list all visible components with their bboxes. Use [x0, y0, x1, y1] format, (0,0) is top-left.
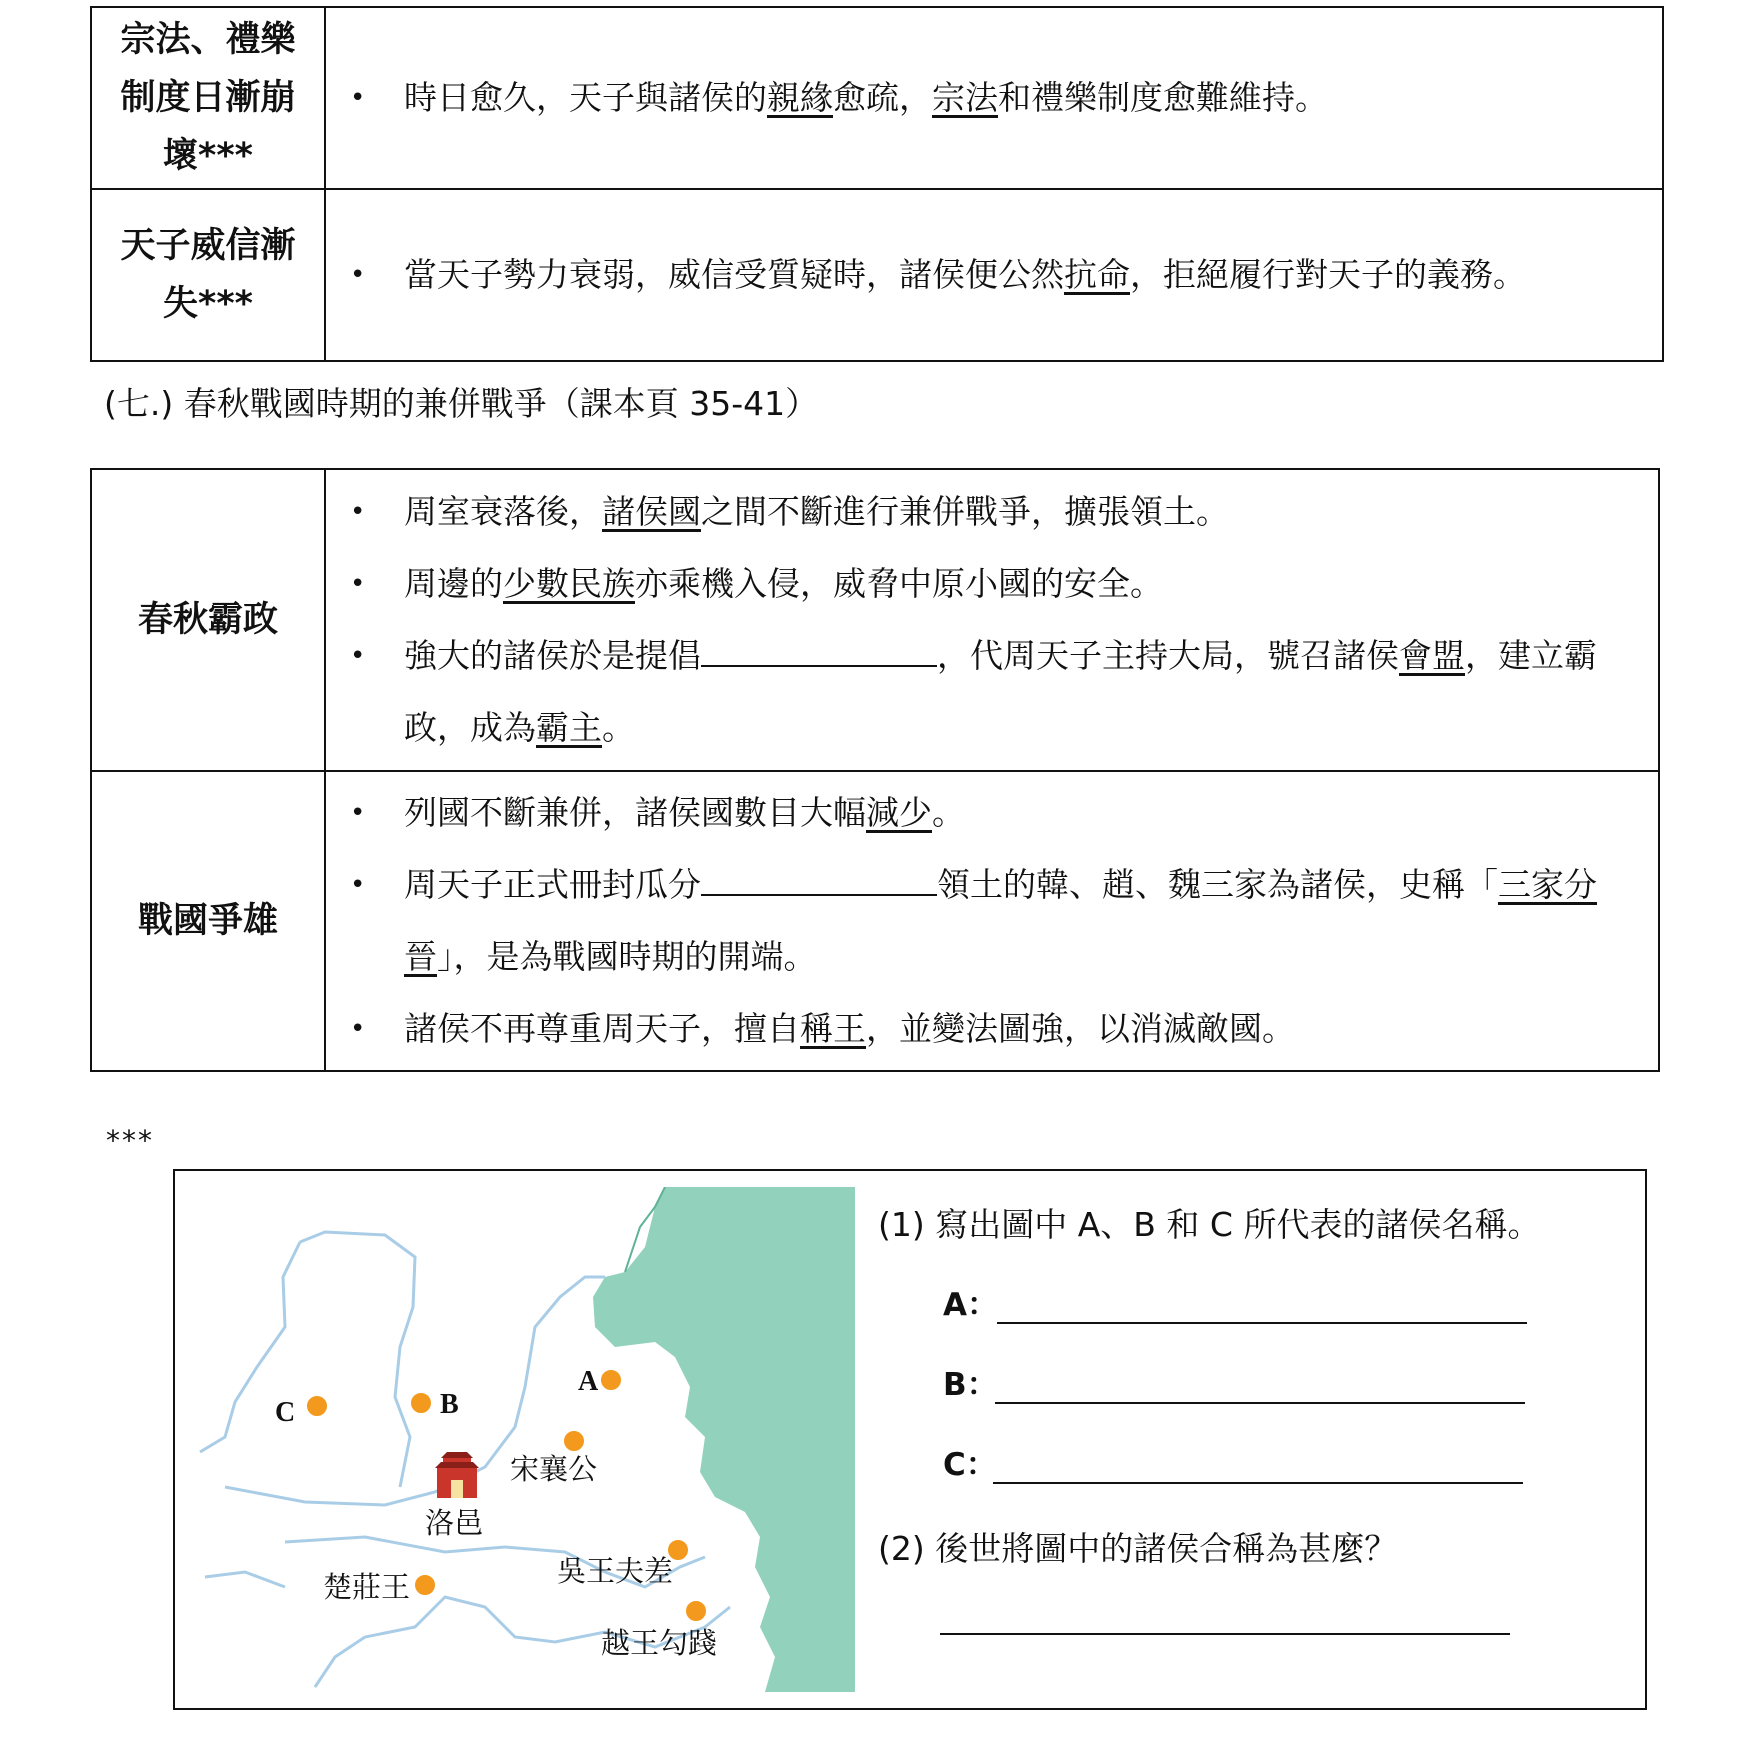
row-content: [325, 469, 1659, 771]
list-item: • 周室衰落後，諸侯國之間不斷進行兼併戰爭，擴張領土。: [326, 476, 1658, 548]
underlined-term: 少數民族: [503, 564, 635, 603]
row-heading: 戰國爭雄: [91, 771, 325, 1071]
state-dot-song: [563, 1430, 585, 1452]
list-item: • 時日愈久，天子與諸侯的親緣愈疏，宗法和禮樂制度愈難維持。: [326, 62, 1662, 134]
question-1: (1) 寫出圖中 A、B 和 C 所代表的諸侯名稱。: [878, 1205, 1541, 1244]
fill-in-blank[interactable]: [701, 864, 937, 896]
section-heading: (七.) 春秋戰國時期的兼併戰爭（課本頁 35-41）: [104, 384, 819, 423]
list-item: • 周天子正式冊封瓜分 領土的韓、趙、魏三家為諸侯，史稱「三家分晉」，是為戰國時期的開端。: [326, 849, 1658, 993]
underlined-term: 減少: [866, 793, 932, 832]
state-dot-a: [600, 1369, 622, 1391]
list-item: • 周邊的少數民族亦乘機入侵，威脅中原小國的安全。: [326, 548, 1658, 620]
answer-c-line[interactable]: [993, 1482, 1523, 1484]
row-heading: [91, 189, 325, 361]
map-label-a: A: [578, 1366, 599, 1397]
map-label-chu: 楚莊王: [323, 1572, 411, 1604]
answer-b-label: B：: [943, 1367, 998, 1403]
heading-line: 宗法、禮樂: [120, 20, 296, 60]
map-label-luoyi: 洛邑: [425, 1508, 484, 1540]
table-row: [91, 189, 1663, 361]
luoyi-tower-icon: [435, 1452, 479, 1498]
heading-line: 壞***: [163, 136, 253, 176]
answer-a-line[interactable]: [997, 1322, 1527, 1324]
spring-autumn-map: [185, 1187, 855, 1692]
map-label-yue: 越王勾踐: [601, 1628, 718, 1660]
map-label-wu: 吳王夫差: [557, 1556, 674, 1588]
table-row: [91, 771, 1659, 1071]
map-label-c: C: [275, 1397, 296, 1428]
heading-line: 天子威信漸: [120, 226, 296, 266]
row-content: [325, 771, 1659, 1071]
underlined-term: 霸主: [536, 708, 602, 747]
heading-line: 制度日漸崩: [120, 78, 296, 118]
table-row: [91, 7, 1663, 189]
state-dot-c: [306, 1395, 328, 1417]
underlined-term: 稱王: [800, 1009, 866, 1048]
map-label-b: B: [440, 1389, 459, 1420]
list-item: • 強大的諸侯於是提倡 ，代周天子主持大局，號召諸侯會盟，建立霸政，成為霸主。: [326, 620, 1658, 764]
row-heading: [91, 7, 325, 189]
question-2: (2) 後世將圖中的諸侯合稱為甚麼？: [878, 1529, 1398, 1568]
row-content: [325, 7, 1663, 189]
underlined-term: 親緣: [767, 78, 833, 117]
state-dot-yue: [685, 1600, 707, 1622]
sea-area: [593, 1187, 855, 1692]
stars-mark: ***: [106, 1124, 154, 1157]
answer-a-label: A：: [943, 1287, 998, 1323]
map-label-song: 宋襄公: [510, 1454, 598, 1486]
fill-in-blank[interactable]: [701, 635, 937, 667]
list-item: • 當天子勢力衰弱，威信受質疑時，諸侯便公然抗命，拒絕履行對天子的義務。: [326, 239, 1662, 311]
list-item: • 列國不斷兼併，諸侯國數目大幅減少。: [326, 777, 1658, 849]
row-heading: 春秋霸政: [91, 469, 325, 771]
map-question-box: [173, 1169, 1647, 1710]
table-row: [91, 469, 1659, 771]
underlined-term: 抗命: [1064, 255, 1130, 294]
table-warring-states: [90, 468, 1660, 1072]
row-content: [325, 189, 1663, 361]
state-dot-chu: [414, 1574, 436, 1596]
underlined-term: 諸侯國: [602, 492, 701, 531]
list-item: • 諸侯不再尊重周天子，擅自稱王，並變法圖強，以消滅敵國。: [326, 993, 1658, 1065]
underlined-term: 會盟: [1399, 636, 1465, 675]
answer-b-line[interactable]: [995, 1402, 1525, 1404]
underlined-term: 宗法: [932, 78, 998, 117]
table-dynasty-decline: [90, 6, 1664, 362]
underlined-term: 三家分晉: [404, 865, 1597, 976]
answer-2-line[interactable]: [940, 1633, 1510, 1635]
state-dot-b: [410, 1392, 432, 1414]
heading-line: 失***: [163, 284, 253, 324]
answer-c-label: C：: [943, 1447, 997, 1483]
